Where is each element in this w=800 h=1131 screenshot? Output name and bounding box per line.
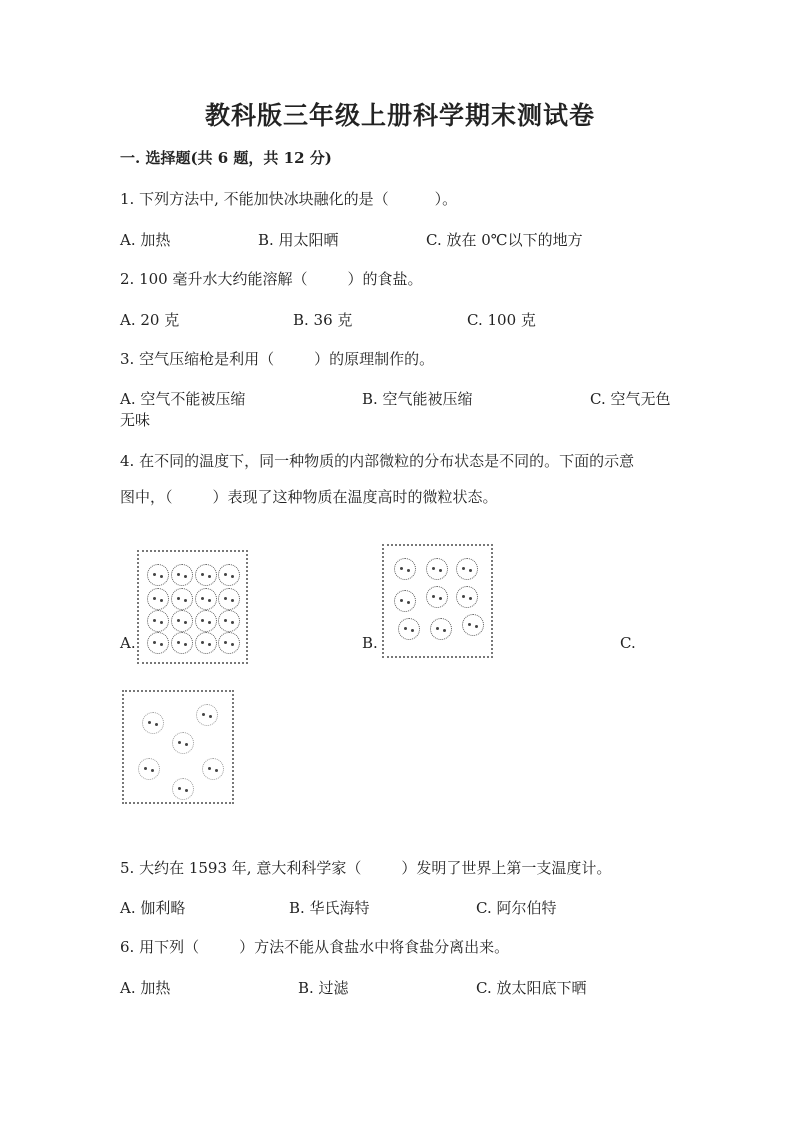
particle <box>394 590 416 612</box>
question-1-option-b[interactable]: B. 用太阳晒 <box>258 231 339 249</box>
question-4-option-b-label[interactable]: B. <box>362 634 378 652</box>
question-2-option-c[interactable]: C. 100 克 <box>467 311 536 329</box>
particle <box>218 632 240 654</box>
question-3-stem: 3. 空气压缩枪是利用（ ）的原理制作的。 <box>120 350 435 368</box>
particle <box>147 610 169 632</box>
particle <box>195 588 217 610</box>
question-3-option-a[interactable]: A. 空气不能被压缩 <box>120 390 246 408</box>
particle <box>195 632 217 654</box>
question-1-option-c[interactable]: C. 放在 0℃以下的地方 <box>426 231 583 249</box>
question-6-option-c[interactable]: C. 放太阳底下晒 <box>476 979 587 997</box>
particle <box>172 732 194 754</box>
particles-dense-diagram <box>137 550 248 664</box>
particle <box>147 564 169 586</box>
question-6-option-b[interactable]: B. 过滤 <box>298 979 349 997</box>
particle <box>218 588 240 610</box>
question-5-stem: 5. 大约在 1593 年, 意大利科学家（ ）发明了世界上第一支温度计。 <box>120 859 612 877</box>
question-6-stem: 6. 用下列（ ）方法不能从食盐水中将食盐分离出来。 <box>120 938 510 956</box>
particle <box>218 564 240 586</box>
particle <box>394 558 416 580</box>
question-3-option-b[interactable]: B. 空气能被压缩 <box>362 390 473 408</box>
question-1-stem: 1. 下列方法中, 不能加快冰块融化的是（ ）。 <box>120 190 458 208</box>
particle <box>196 704 218 726</box>
particle <box>138 758 160 780</box>
particle <box>142 712 164 734</box>
particle <box>171 632 193 654</box>
particle <box>426 558 448 580</box>
particle <box>462 614 484 636</box>
question-4-option-c-label[interactable]: C. <box>620 634 636 652</box>
particle <box>456 586 478 608</box>
particle <box>218 610 240 632</box>
particle <box>147 588 169 610</box>
question-6-option-a[interactable]: A. 加热 <box>120 979 171 997</box>
particle <box>171 564 193 586</box>
question-4-option-a-label[interactable]: A. <box>120 634 136 652</box>
question-5-option-b[interactable]: B. 华氏海特 <box>289 899 370 917</box>
question-2-stem: 2. 100 毫升水大约能溶解（ ）的食盐。 <box>120 270 423 288</box>
question-3-option-c-continued: 无味 <box>120 411 151 429</box>
section-heading: 一. 选择题(共 6 题，共 12 分) <box>120 149 332 167</box>
question-4-stem-line1: 4. 在不同的温度下，同一种物质的内部微粒的分布状态是不同的。下面的示意 <box>120 452 635 470</box>
question-5-option-c[interactable]: C. 阿尔伯特 <box>476 899 557 917</box>
particle <box>147 632 169 654</box>
question-4-stem-line2: 图中，（ ）表现了这种物质在温度高时的微粒状态。 <box>120 488 498 506</box>
particles-medium-diagram <box>382 544 493 658</box>
question-2-option-a[interactable]: A. 20 克 <box>120 311 180 329</box>
particle <box>171 610 193 632</box>
question-1-option-a[interactable]: A. 加热 <box>120 231 171 249</box>
particle <box>426 586 448 608</box>
question-2-option-b[interactable]: B. 36 克 <box>293 311 353 329</box>
particle <box>456 558 478 580</box>
question-3-option-c[interactable]: C. 空气无色 <box>590 390 671 408</box>
particle <box>195 564 217 586</box>
particle <box>171 588 193 610</box>
question-5-option-a[interactable]: A. 伽利略 <box>120 899 186 917</box>
particle <box>398 618 420 640</box>
particle <box>202 758 224 780</box>
particle <box>430 618 452 640</box>
page-title: 教科版三年级上册科学期末测试卷 <box>204 101 595 130</box>
particle <box>195 610 217 632</box>
particles-sparse-diagram <box>122 690 234 804</box>
particle <box>172 778 194 800</box>
